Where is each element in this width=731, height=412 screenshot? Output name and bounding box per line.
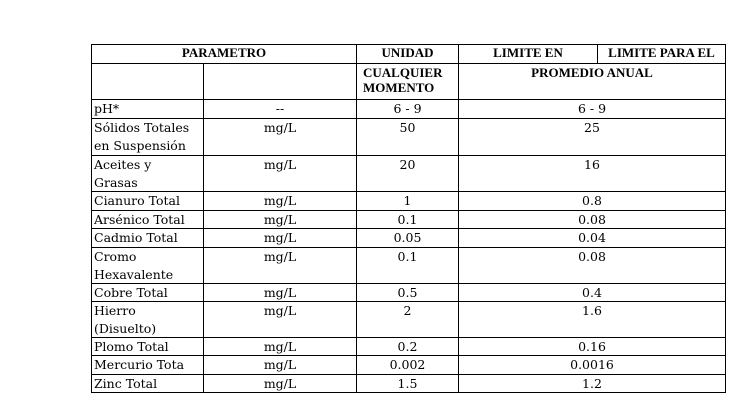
- header-promedio-anual: PROMEDIO ANUAL: [531, 65, 653, 80]
- unit-cell: mg/L: [263, 357, 297, 372]
- limit-annual-average-cell: 0.8: [582, 193, 602, 208]
- unit-cell: mg/L: [263, 212, 297, 227]
- limit-annual-average-cell: 0.08: [578, 212, 606, 227]
- limit-any-moment-cell: 0.2: [397, 339, 418, 354]
- header-limite-para-el: LIMITE PARA EL: [608, 45, 715, 60]
- parameter-name-cell: Zinc Total: [94, 376, 158, 391]
- parameter-name-cell: Arsénico Total: [94, 212, 185, 227]
- limit-annual-average-cell: 0.16: [578, 339, 606, 354]
- limit-any-moment-cell: 6 - 9: [393, 101, 422, 116]
- limit-any-moment-cell: 0.05: [393, 230, 422, 245]
- unit-cell: mg/L: [263, 303, 297, 318]
- col-border-right: [725, 44, 726, 393]
- parameter-name-cell: Cobre Total: [94, 285, 168, 300]
- parameter-name-cell: Cromo Hexavalente: [94, 249, 174, 282]
- unit-cell: mg/L: [263, 230, 297, 245]
- row-border-1: [91, 63, 726, 64]
- unit-cell: --: [275, 101, 285, 116]
- header-parametro: PARAMETRO: [181, 45, 267, 60]
- parameter-name-cell: Cadmio Total: [94, 230, 178, 245]
- unit-cell: mg/L: [263, 285, 297, 300]
- unit-cell: mg/L: [263, 120, 297, 135]
- limit-annual-average-cell: 1.6: [582, 303, 602, 318]
- limit-any-moment-cell: 1: [403, 193, 412, 208]
- limit-any-moment-cell: 2: [403, 303, 412, 318]
- parameter-name-cell: Hierro (Disuelto): [94, 303, 157, 336]
- parameter-name-cell: Aceites y Grasas: [94, 157, 152, 190]
- unit-cell: mg/L: [263, 339, 297, 354]
- limit-any-moment-cell: 20: [399, 157, 416, 172]
- parameter-name-cell: Cianuro Total: [94, 193, 180, 208]
- unit-cell: mg/L: [263, 157, 297, 172]
- limit-any-moment-cell: 50: [399, 120, 416, 135]
- limit-annual-average-cell: 1.2: [582, 376, 602, 391]
- limit-annual-average-cell: 0.4: [582, 285, 602, 300]
- limit-annual-average-cell: 6 - 9: [577, 101, 607, 116]
- unit-cell: mg/L: [263, 376, 297, 391]
- limit-any-moment-cell: 0.002: [389, 357, 426, 372]
- header-limite-en: LIMITE EN: [493, 45, 563, 60]
- unit-cell: mg/L: [263, 193, 297, 208]
- row-border-14: [91, 392, 726, 393]
- header-cualquier-momento: CUALQUIER MOMENTO: [363, 65, 443, 95]
- limit-any-moment-cell: 0.1: [397, 249, 418, 264]
- limit-annual-average-cell: 0.08: [578, 249, 606, 264]
- parameter-name-cell: Plomo Total: [94, 339, 169, 354]
- limit-annual-average-cell: 16: [584, 157, 600, 172]
- header-unidad: UNIDAD: [381, 45, 434, 60]
- limit-annual-average-cell: 0.04: [578, 230, 606, 245]
- limit-annual-average-cell: 0.0016: [570, 357, 614, 372]
- parameter-name-cell: pH*: [94, 101, 120, 116]
- parameter-name-cell: Mercurio Tota: [94, 357, 185, 372]
- unit-cell: mg/L: [263, 249, 297, 264]
- limit-any-moment-cell: 0.5: [397, 285, 418, 300]
- limit-any-moment-cell: 1.5: [397, 376, 418, 391]
- limit-any-moment-cell: 0.1: [397, 212, 418, 227]
- limit-annual-average-cell: 25: [584, 120, 600, 135]
- parameter-name-cell: Sólidos Totales en Suspensión: [94, 120, 190, 153]
